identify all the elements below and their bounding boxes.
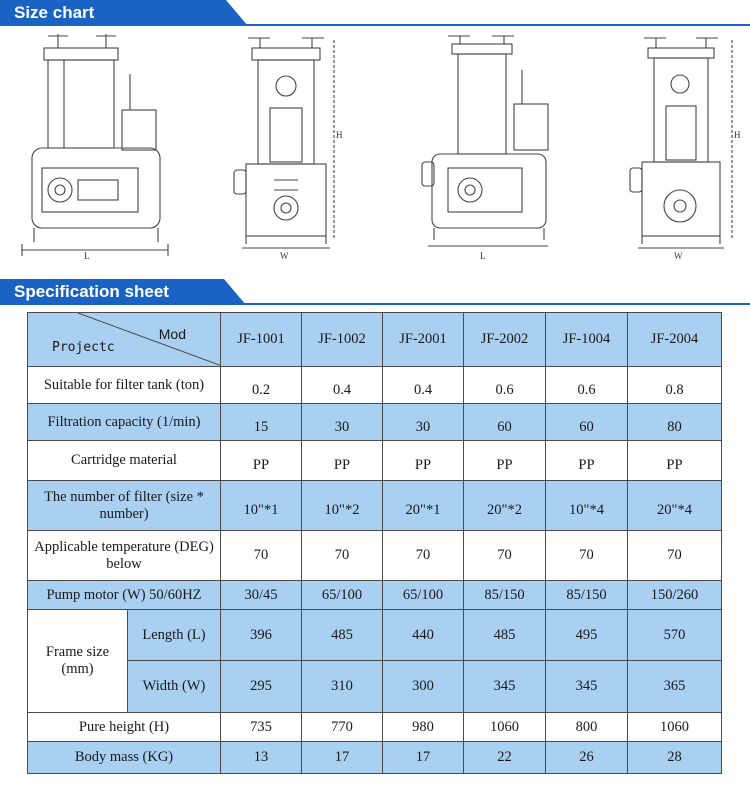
spec-row-pure-height xyxy=(28,713,722,742)
table-cell: 70 xyxy=(383,531,464,581)
cell-value: 30 xyxy=(334,418,350,435)
row-label: Filtration capacity (1/min) xyxy=(28,404,221,441)
table-cell: 13 xyxy=(221,742,302,774)
table-cell: 1060 xyxy=(628,713,722,742)
row-label: Suitable for filter tank (ton) xyxy=(28,367,221,404)
corner-mod-label: Mod xyxy=(158,326,186,342)
model-header: JF-2004 xyxy=(628,313,722,367)
cell-value: 20"*1 xyxy=(405,502,441,518)
table-cell xyxy=(221,441,302,481)
cell-value: 0.8 xyxy=(665,381,684,398)
cell-value: 60 xyxy=(497,418,512,435)
size-chart-drawings xyxy=(0,30,750,270)
size-chart-banner xyxy=(0,0,750,26)
table-cell xyxy=(546,367,628,404)
table-cell xyxy=(628,404,722,441)
table-cell xyxy=(221,367,302,404)
drawing-side-view-2 xyxy=(418,30,558,260)
spec-table xyxy=(27,312,722,774)
table-cell xyxy=(383,404,464,441)
length-label: Length (L) xyxy=(128,610,221,661)
table-cell xyxy=(302,481,383,531)
frame-size-label: Frame size (mm) xyxy=(28,610,128,713)
table-cell: 85/150 xyxy=(546,581,628,610)
diagram-label-length: L xyxy=(84,251,90,260)
cell-value: 0.6 xyxy=(577,381,596,398)
spec-row-temperature xyxy=(28,531,722,581)
table-cell: 30/45 xyxy=(221,581,302,610)
banner-rule xyxy=(240,24,750,26)
row-label: Applicable temperature (DEG) below xyxy=(28,531,221,581)
table-cell xyxy=(383,481,464,531)
cell-value: 80 xyxy=(667,418,682,435)
table-cell xyxy=(628,367,722,404)
cell-value: 10"*1 xyxy=(243,502,279,518)
header-row xyxy=(28,313,722,367)
table-cell xyxy=(302,367,383,404)
cell-value: PP xyxy=(414,457,432,473)
table-cell xyxy=(464,367,546,404)
table-cell: 70 xyxy=(628,531,722,581)
table-cell: 300 xyxy=(383,661,464,713)
table-cell: 70 xyxy=(464,531,546,581)
table-cell: 485 xyxy=(302,610,383,661)
cell-value: 60 xyxy=(579,418,594,435)
table-cell: 485 xyxy=(464,610,546,661)
drawing-front-view-2 xyxy=(622,30,744,260)
spec-row-body-mass xyxy=(28,742,722,774)
table-cell xyxy=(546,404,628,441)
spec-row-filter-number xyxy=(28,481,722,531)
cell-value: 0.4 xyxy=(413,381,433,398)
table-cell: 22 xyxy=(464,742,546,774)
size-chart-title: Size chart xyxy=(14,3,95,22)
table-cell xyxy=(221,481,302,531)
table-cell xyxy=(383,441,464,481)
width-label: Width (W) xyxy=(128,661,221,713)
table-cell: 26 xyxy=(546,742,628,774)
cell-value: 0.4 xyxy=(332,381,352,398)
diagram-label-length-2: L xyxy=(480,251,486,260)
table-cell xyxy=(302,404,383,441)
cell-value: 15 xyxy=(253,418,269,435)
table-cell: 770 xyxy=(302,713,383,742)
table-cell: 150/260 xyxy=(628,581,722,610)
model-header: JF-1002 xyxy=(302,313,383,367)
table-cell: 800 xyxy=(546,713,628,742)
cell-value: 0.6 xyxy=(495,381,514,398)
cell-value: 10"*4 xyxy=(569,502,604,518)
table-cell xyxy=(464,441,546,481)
table-cell: 70 xyxy=(546,531,628,581)
cell-value: PP xyxy=(252,457,270,473)
spec-sheet-banner xyxy=(0,279,750,305)
cell-value: 20"*2 xyxy=(487,502,522,518)
row-label: Cartridge material xyxy=(28,441,221,481)
table-cell: 345 xyxy=(546,661,628,713)
row-label: The number of filter (size * number) xyxy=(28,481,221,531)
table-cell: 70 xyxy=(221,531,302,581)
spec-row-frame-width xyxy=(28,661,722,713)
table-cell xyxy=(546,441,628,481)
table-cell: 440 xyxy=(383,610,464,661)
table-cell: 295 xyxy=(221,661,302,713)
table-cell: 396 xyxy=(221,610,302,661)
cell-value: 30 xyxy=(415,418,431,435)
spec-row-frame-length xyxy=(28,610,722,661)
table-cell: 70 xyxy=(302,531,383,581)
table-cell xyxy=(302,441,383,481)
table-cell: 310 xyxy=(302,661,383,713)
corner-project-label: Projectc xyxy=(52,340,115,355)
corner-cell xyxy=(28,313,221,367)
table-cell xyxy=(464,481,546,531)
row-label: Body mass (KG) xyxy=(28,742,221,774)
table-cell: 365 xyxy=(628,661,722,713)
row-label: Pump motor (W) 50/60HZ xyxy=(28,581,221,610)
cell-value: PP xyxy=(578,457,595,473)
spec-row-filter-tank xyxy=(28,367,722,404)
table-cell: 65/100 xyxy=(302,581,383,610)
diagram-label-height-2: H xyxy=(734,130,741,140)
table-cell: 28 xyxy=(628,742,722,774)
table-cell: 495 xyxy=(546,610,628,661)
spec-sheet-title: Specification sheet xyxy=(14,282,169,301)
table-cell: 980 xyxy=(383,713,464,742)
model-header: JF-2001 xyxy=(383,313,464,367)
spec-row-cartridge-material xyxy=(28,441,722,481)
cell-value: PP xyxy=(496,457,513,473)
cell-value: PP xyxy=(666,457,683,473)
table-cell: 735 xyxy=(221,713,302,742)
model-header: JF-1004 xyxy=(546,313,628,367)
cell-value: 20"*4 xyxy=(657,502,692,518)
spec-row-pump-motor xyxy=(28,581,722,610)
table-cell: 570 xyxy=(628,610,722,661)
cell-value: PP xyxy=(333,457,351,473)
drawing-front-view-1 xyxy=(226,30,346,260)
drawing-side-view-1 xyxy=(18,30,178,260)
table-cell xyxy=(221,404,302,441)
row-label: Pure height (H) xyxy=(28,713,221,742)
spec-row-filtration-capacity xyxy=(28,404,722,441)
cell-value: 10"*2 xyxy=(324,502,360,518)
model-header: JF-2002 xyxy=(464,313,546,367)
model-header: JF-1001 xyxy=(221,313,302,367)
table-cell: 85/150 xyxy=(464,581,546,610)
table-cell xyxy=(464,404,546,441)
table-cell: 65/100 xyxy=(383,581,464,610)
table-cell xyxy=(546,481,628,531)
diagram-label-width-2: W xyxy=(674,251,683,260)
table-cell xyxy=(628,441,722,481)
table-cell: 1060 xyxy=(464,713,546,742)
cell-value: 0.2 xyxy=(251,381,271,398)
diagram-label-height: H xyxy=(336,130,343,140)
table-cell xyxy=(383,367,464,404)
table-cell: 345 xyxy=(464,661,546,713)
table-cell xyxy=(628,481,722,531)
table-cell: 17 xyxy=(383,742,464,774)
table-cell: 17 xyxy=(302,742,383,774)
banner-rule-2 xyxy=(238,303,750,305)
diagram-label-width: W xyxy=(280,251,289,260)
